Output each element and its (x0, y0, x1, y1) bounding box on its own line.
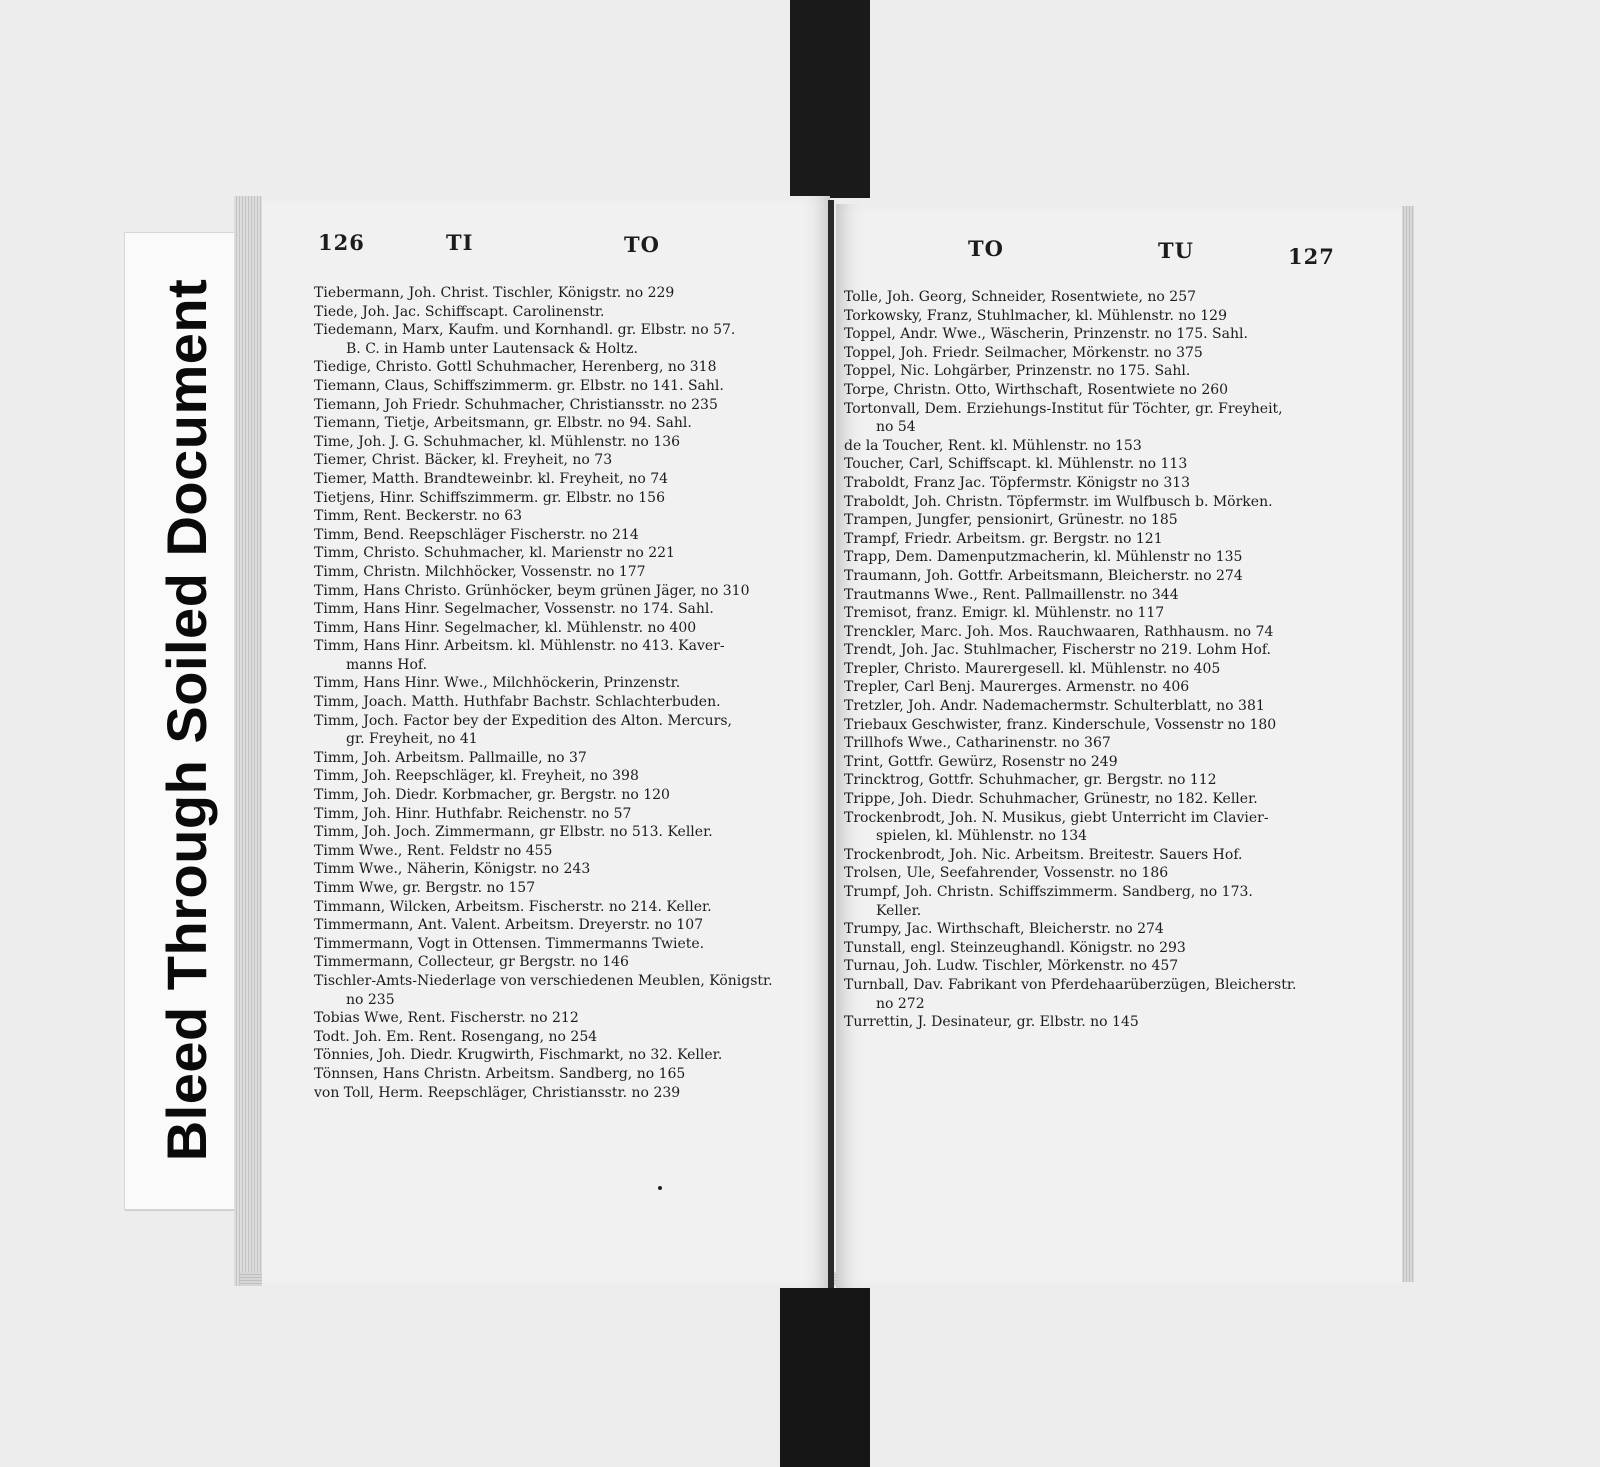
directory-entry (314, 637, 814, 674)
binding-strap-bottom (780, 1288, 870, 1467)
bleed-through-label: Bleed Through Soiled Document (155, 278, 218, 1162)
entry-continuation: no 235 (346, 991, 395, 1008)
entry-text: von Toll, Herm. Reepschläger, Christiansstr. no 239 (314, 1084, 681, 1101)
right-page-number: 127 (1288, 244, 1335, 269)
directory-entry (314, 1046, 814, 1065)
book-gutter (828, 200, 834, 1288)
directory-entry (844, 400, 1344, 437)
entry-text: de la Toucher, Rent. kl. Mühlenstr. no 153 (844, 437, 1142, 454)
directory-entry (314, 860, 814, 879)
entry-text: Tiemann, Tietje, Arbeitsmann, gr. Elbstr. no 94. Sahl. (314, 415, 692, 432)
directory-entry (844, 660, 1344, 679)
directory-entry (844, 604, 1344, 623)
entry-text: Timm, Christo. Schuhmacher, kl. Marienstr no 221 (314, 545, 675, 562)
entry-text: Trampen, Jungfer, pensionirt, Grünestr. no 185 (844, 512, 1178, 529)
entry-continuation: B. C. in Hamb unter Lautensack & Holtz. (346, 340, 638, 357)
entry-text: Timm, Christn. Milchhöcker, Vossenstr. no 177 (314, 563, 646, 580)
entry-text: Timm, Hans Christo. Grünhöcker, beym grünen Jäger, no 310 (314, 582, 750, 599)
entry-text: Trampf, Friedr. Arbeitsm. gr. Bergstr. no 121 (844, 530, 1163, 547)
directory-entry (844, 623, 1344, 642)
entry-text: Timm Wwe., Rent. Feldstr no 455 (314, 842, 553, 859)
directory-entry (314, 1065, 814, 1084)
entry-text: Tiemann, Joh Friedr. Schuhmacher, Christiansstr. no 235 (314, 396, 718, 413)
entry-text: Tönnsen, Hans Christn. Arbeitsm. Sandberg, no 165 (314, 1065, 686, 1082)
directory-entry (314, 582, 814, 601)
directory-entry (844, 976, 1344, 1013)
directory-entry (844, 493, 1344, 512)
entry-text: Timmermann, Ant. Valent. Arbeitsm. Dreyerstr. no 107 (314, 917, 704, 934)
directory-entry (844, 362, 1344, 381)
directory-entry (314, 321, 814, 358)
directory-entry (844, 846, 1344, 865)
directory-entry (314, 619, 814, 638)
entry-text: Timm, Joh. Arbeitsm. Pallmaille, no 37 (314, 749, 587, 766)
left-header-range-end: TO (624, 232, 660, 257)
entry-text: Tunstall, engl. Steinzeughandl. Königstr. no 293 (844, 939, 1186, 956)
entry-text: Tiebermann, Joh. Christ. Tischler, Königstr. no 229 (314, 285, 675, 301)
entry-text: Toppel, Nic. Lohgärber, Prinzenstr. no 175. Sahl. (844, 363, 1191, 380)
entry-text: Timm, Joh. Hinr. Huthfabr. Reichenstr. no 57 (314, 805, 632, 822)
entry-text: Timm, Rent. Beckerstr. no 63 (314, 508, 523, 525)
entry-text: Timm, Joach. Matth. Huthfabr Bachstr. Schlachterbuden. (314, 694, 721, 711)
directory-entry (844, 734, 1344, 753)
directory-entry (314, 953, 814, 972)
entry-text: Timm Wwe, gr. Bergstr. no 157 (314, 880, 536, 896)
left-header-range-start: TI (446, 230, 474, 255)
directory-entry (844, 530, 1344, 549)
directory-entry (844, 344, 1344, 363)
entry-text: Trepler, Christo. Maurergesell. kl. Mühlenstr. no 405 (844, 660, 1221, 677)
left-page (262, 196, 830, 1288)
entry-continuation: Keller. (876, 902, 922, 919)
directory-entry (314, 935, 814, 954)
entry-text: Timm, Hans Hinr. Arbeitsm. kl. Mühlenstr. no 413. Kaver- (314, 638, 725, 655)
directory-entry (314, 451, 814, 470)
entry-text: Tiedige, Christo. Gottl Schuhmacher, Herenberg, no 318 (314, 359, 717, 376)
entry-text: Tiedemann, Marx, Kaufm. und Kornhandl. gr. Elbstr. no 57. (314, 322, 736, 339)
directory-entry (844, 678, 1344, 697)
right-header-range-start: TO (968, 236, 1004, 261)
entry-text: Tiede, Joh. Jac. Schiffscapt. Carolinenstr. (314, 303, 605, 320)
entry-continuation: gr. Freyheit, no 41 (346, 731, 478, 748)
directory-entry (314, 544, 814, 563)
ink-speck (658, 1186, 662, 1190)
directory-entry (314, 879, 814, 898)
entry-text: Trendt, Joh. Jac. Stuhlmacher, Fischerstr no 219. Lohm Hof. (844, 642, 1271, 659)
entry-text: Traboldt, Franz Jac. Töpfermstr. Königstr no 313 (844, 474, 1191, 491)
entry-text: Timm, Joh. Reepschläger, kl. Freyheit, no 398 (314, 768, 639, 785)
directory-entry (314, 303, 814, 322)
entry-text: Timm, Hans Hinr. Segelmacher, Vossenstr. no 174. Sahl. (314, 601, 714, 618)
directory-entry (314, 805, 814, 824)
entry-text: Tiemer, Matth. Brandteweinbr. kl. Freyheit, no 74 (314, 470, 669, 487)
directory-entry (314, 749, 814, 768)
entry-text: Timm Wwe., Näherin, Königstr. no 243 (314, 861, 591, 878)
directory-entry (314, 284, 814, 303)
directory-entry (844, 716, 1344, 735)
directory-entry (314, 1028, 814, 1047)
entry-text: Time, Joh. J. G. Schuhmacher, kl. Mühlenstr. no 136 (314, 433, 681, 450)
entry-text: Traboldt, Joh. Christn. Töpfermstr. im Wulfbusch b. Mörken. (844, 493, 1273, 510)
entry-text: Timmermann, Collecteur, gr Bergstr. no 146 (314, 954, 629, 971)
entry-text: Timm, Hans Hinr. Wwe., Milchhöckerin, Prinzenstr. (314, 675, 681, 692)
directory-entry (844, 474, 1344, 493)
directory-entry (314, 414, 814, 433)
entry-text: Trautmanns Wwe., Rent. Pallmaillenstr. no 344 (844, 586, 1179, 603)
directory-entry (314, 898, 814, 917)
entry-text: Trumpy, Jac. Wirthschaft, Bleicherstr. no 274 (844, 921, 1164, 938)
entry-text: Tretzler, Joh. Andr. Nademachermstr. Schulterblatt, no 381 (844, 698, 1265, 715)
directory-entry (844, 288, 1344, 307)
directory-entry (844, 325, 1344, 344)
directory-entry (314, 1084, 814, 1103)
entry-text: Trincktrog, Gottfr. Schuhmacher, gr. Bergstr. no 112 (844, 772, 1217, 789)
directory-entry (844, 790, 1344, 809)
directory-entry (314, 674, 814, 693)
directory-entry (314, 563, 814, 582)
entry-text: Tremisot, franz. Emigr. kl. Mühlenstr. no 117 (844, 605, 1165, 622)
entry-text: Timmermann, Vogt in Ottensen. Timmermanns Twiete. (314, 935, 705, 952)
entry-text: Timm, Joh. Diedr. Korbmacher, gr. Bergstr. no 120 (314, 787, 670, 804)
directory-entry (314, 526, 814, 545)
left-entry-list (314, 284, 814, 1102)
directory-entry (314, 712, 814, 749)
entry-text: Trumpf, Joh. Christn. Schiffszimmerm. Sandberg, no 173. (844, 884, 1253, 900)
entry-text: Traumann, Joh. Gottfr. Arbeitsmann, Bleicherstr. no 274 (844, 567, 1243, 584)
directory-entry (844, 864, 1344, 883)
directory-entry (314, 972, 814, 1009)
entry-text: Trockenbrodt, Joh. N. Musikus, giebt Unterricht im Clavier- (844, 809, 1269, 826)
directory-entry (314, 396, 814, 415)
directory-entry (844, 957, 1344, 976)
entry-text: Tiemer, Christ. Bäcker, kl. Freyheit, no 73 (314, 452, 613, 469)
entry-text: Turnau, Joh. Ludw. Tischler, Mörkenstr. no 457 (844, 958, 1179, 975)
directory-entry (844, 920, 1344, 939)
directory-entry (844, 809, 1344, 846)
directory-entry (844, 511, 1344, 530)
entry-text: Tiemann, Claus, Schiffszimmerm. gr. Elbstr. no 141. Sahl. (314, 377, 724, 394)
directory-entry (844, 548, 1344, 567)
entry-text: Trapp, Dem. Damenputzmacherin, kl. Mühlenstr no 135 (844, 549, 1243, 566)
directory-entry (314, 600, 814, 619)
entry-text: Trockenbrodt, Joh. Nic. Arbeitsm. Breitestr. Sauers Hof. (844, 846, 1243, 863)
directory-entry (314, 767, 814, 786)
entry-continuation: spielen, kl. Mühlenstr. no 134 (876, 828, 1088, 845)
entry-text: Tönnies, Joh. Diedr. Krugwirth, Fischmarkt, no 32. Keller. (314, 1047, 723, 1064)
directory-entry (314, 507, 814, 526)
directory-entry (314, 1009, 814, 1028)
entry-text: Timmann, Wilcken, Arbeitsm. Fischerstr. no 214. Keller. (314, 898, 712, 915)
entry-text: Turrettin, J. Desinateur, gr. Elbstr. no 145 (844, 1014, 1139, 1031)
directory-entry (844, 1013, 1344, 1032)
directory-entry (844, 641, 1344, 660)
entry-text: Triebaux Geschwister, franz. Kinderschule, Vossenstr no 180 (844, 716, 1277, 733)
entry-text: Timm, Joh. Joch. Zimmermann, gr Elbstr. no 513. Keller. (314, 824, 713, 841)
entry-text: Timm, Joch. Factor bey der Expedition des Alton. Mercurs, (314, 712, 732, 729)
entry-text: Toppel, Andr. Wwe., Wäscherin, Prinzenstr. no 175. Sahl. (844, 326, 1248, 343)
directory-entry (844, 883, 1344, 920)
entry-text: Torpe, Christn. Otto, Wirthschaft, Rosentwiete no 260 (844, 381, 1229, 398)
entry-text: Trepler, Carl Benj. Maurerges. Armenstr. no 406 (844, 679, 1190, 696)
directory-entry (314, 433, 814, 452)
directory-entry (314, 842, 814, 861)
directory-entry (314, 358, 814, 377)
directory-entry (844, 586, 1344, 605)
directory-entry (314, 916, 814, 935)
directory-entry (844, 307, 1344, 326)
entry-text: Timm, Hans Hinr. Segelmacher, kl. Mühlenstr. no 400 (314, 619, 697, 636)
directory-entry (844, 381, 1344, 400)
binding-strap-top (790, 0, 870, 198)
directory-entry (844, 455, 1344, 474)
entry-text: Toppel, Joh. Friedr. Seilmacher, Mörkenstr. no 375 (844, 344, 1203, 361)
left-page-number: 126 (318, 230, 365, 255)
entry-text: Toucher, Carl, Schiffscapt. kl. Mühlenstr. no 113 (844, 456, 1188, 473)
entry-text: Trint, Gottfr. Gewürz, Rosenstr no 249 (844, 753, 1118, 770)
page-edges-left (234, 196, 264, 1286)
entry-continuation: no 54 (876, 419, 916, 436)
directory-entry (844, 697, 1344, 716)
directory-entry (314, 377, 814, 396)
entry-text: Tobias Wwe, Rent. Fischerstr. no 212 (314, 1010, 579, 1027)
entry-text: Trippe, Joh. Diedr. Schuhmacher, Grünestr, no 182. Keller. (844, 791, 1258, 808)
entry-continuation: manns Hof. (346, 656, 428, 673)
entry-text: Torkowsky, Franz, Stuhlmacher, kl. Mühlenstr. no 129 (844, 307, 1227, 324)
entry-text: Tolle, Joh. Georg, Schneider, Rosentwiete, no 257 (844, 289, 1197, 305)
entry-text: Tortonvall, Dem. Erziehungs-Institut für Töchter, gr. Freyheit, (844, 400, 1283, 417)
directory-entry (844, 567, 1344, 586)
entry-text: Trillhofs Wwe., Catharinenstr. no 367 (844, 735, 1111, 752)
entry-continuation: no 272 (876, 995, 925, 1012)
entry-text: Trolsen, Ule, Seefahrender, Vossenstr. no 186 (844, 865, 1169, 882)
directory-entry (844, 753, 1344, 772)
directory-entry (314, 823, 814, 842)
directory-entry (844, 771, 1344, 790)
entry-text: Todt. Joh. Em. Rent. Rosengang, no 254 (314, 1028, 598, 1045)
directory-entry (844, 939, 1344, 958)
entry-text: Turnball, Dav. Fabrikant von Pferdehaarüberzügen, Bleicherstr. (844, 976, 1297, 993)
entry-text: Tietjens, Hinr. Schiffszimmerm. gr. Elbstr. no 156 (314, 489, 665, 506)
right-header-range-end: TU (1158, 238, 1194, 263)
entry-text: Trenckler, Marc. Joh. Mos. Rauchwaaren, Rathhausm. no 74 (844, 623, 1274, 640)
directory-entry (844, 437, 1344, 456)
entry-text: Tischler-Amts-Niederlage von verschiedenen Meublen, Königstr. (314, 972, 773, 989)
directory-entry (314, 470, 814, 489)
directory-entry (314, 786, 814, 805)
directory-entry (314, 693, 814, 712)
right-entry-list (844, 288, 1344, 1032)
right-page (836, 204, 1402, 1288)
directory-entry (314, 489, 814, 508)
entry-text: Timm, Bend. Reepschläger Fischerstr. no 214 (314, 526, 639, 543)
